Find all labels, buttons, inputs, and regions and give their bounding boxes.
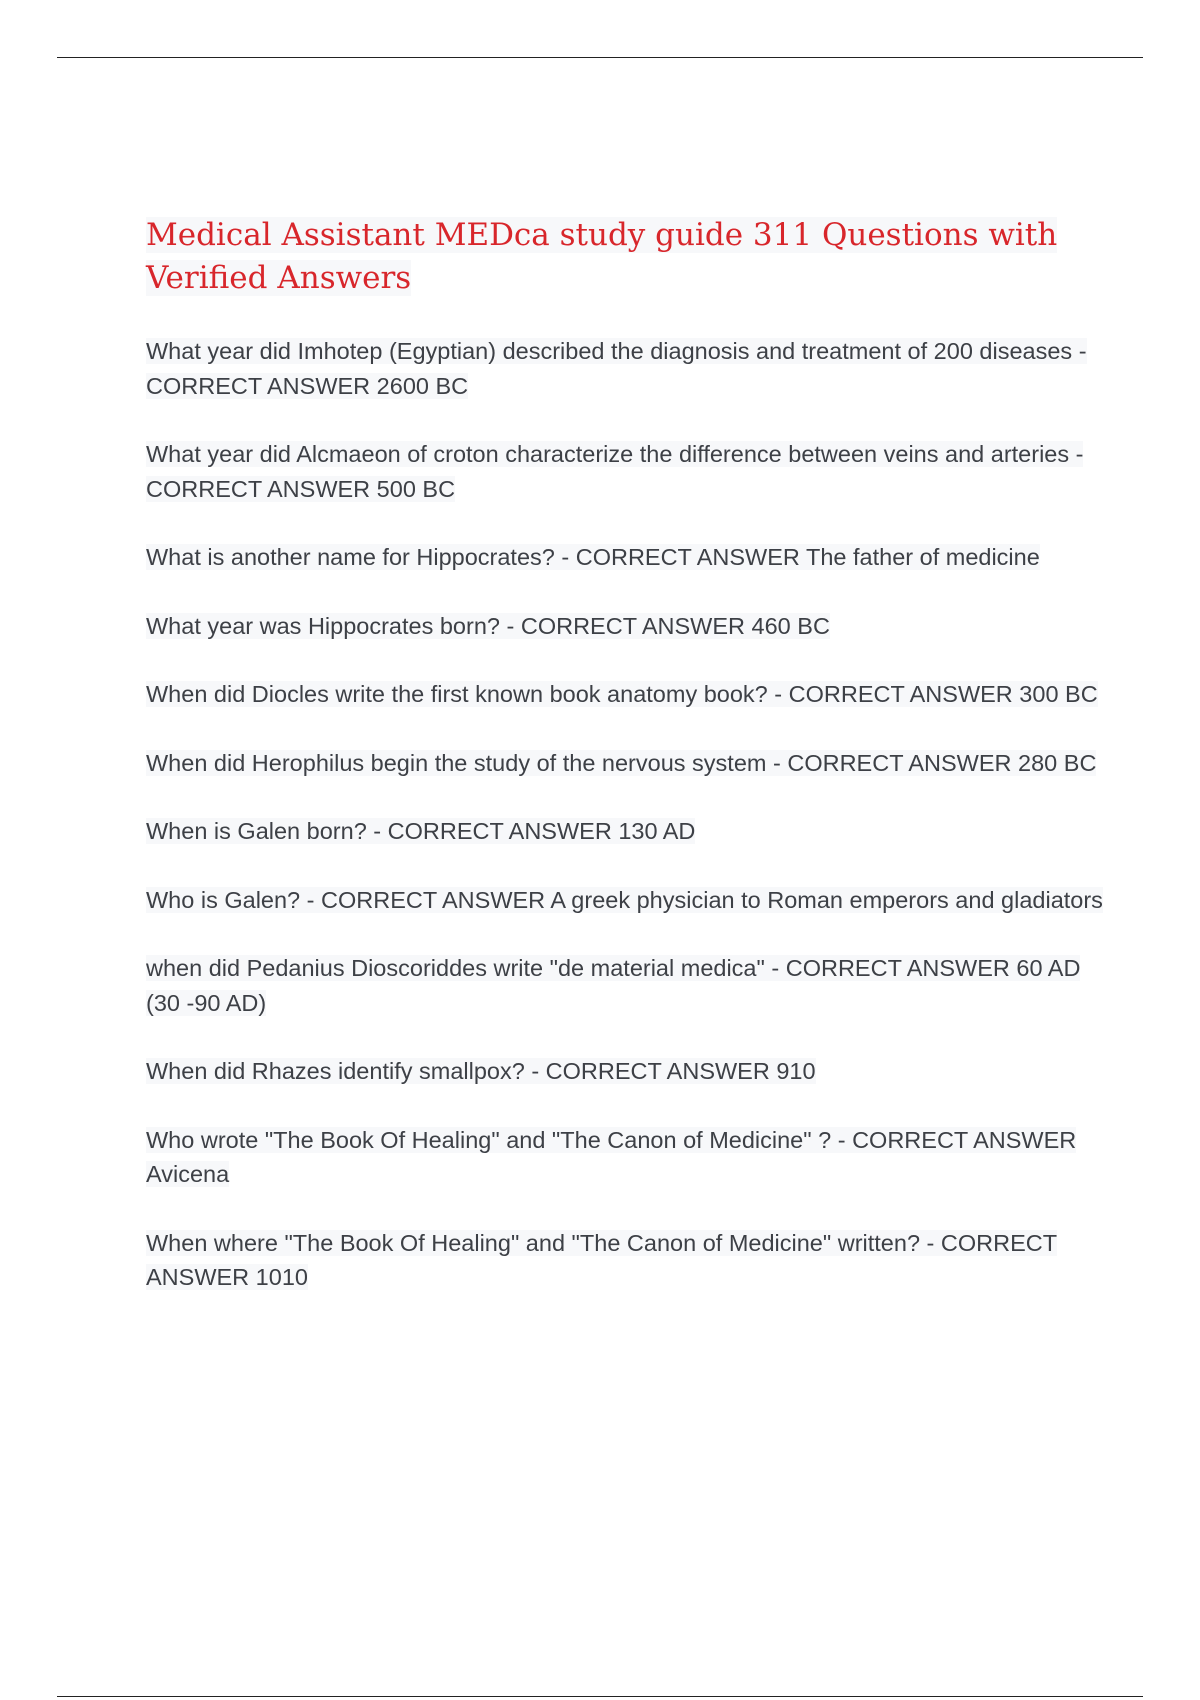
qa-item: When is Galen born? - CORRECT ANSWER 130 AD — [146, 818, 696, 844]
qa-item: What is another name for Hippocrates? - CORRECT ANSWER The father of medicine — [146, 544, 1040, 570]
document-title: Medical Assistant MEDca study guide 311 Questions with Verified Answers — [146, 217, 1058, 296]
qa-item: What year was Hippocrates born? - CORRECT ANSWER 460 BC — [146, 612, 830, 639]
qa-item: When did Herophilus begin the study of the nervous system - CORRECT ANSWER 280 BC — [146, 749, 1097, 776]
qa-item: When where "The Book Of Healing" and "The Canon of Medicine" written? - CORRECT ANSWER 1010 — [146, 1229, 1058, 1290]
qa-item: When did Rhazes identify smallpox? - CORRECT ANSWER 910 — [146, 1058, 816, 1084]
document-body — [146, 214, 1106, 1329]
qa-item: Who is Galen? - CORRECT ANSWER A greek physician to Roman emperors and gladiators — [146, 886, 1103, 913]
bottom-rule — [57, 1696, 1143, 1697]
qa-item: when did Pedanius Dioscoriddes write "de material medica" - CORRECT ANSWER 60 AD (30 -90 AD) — [146, 955, 1081, 1016]
qa-item: What year did Alcmaeon of croton characterize the difference between veins and arteries - CORRECT ANSWER 500 BC — [146, 441, 1084, 502]
qa-item: What year did Imhotep (Egyptian) described the diagnosis and treatment of 200 diseases - CORRECT ANSWER 2600 BC — [146, 338, 1087, 399]
top-rule — [57, 57, 1143, 58]
qa-item: Who wrote "The Book Of Healing" and "The Canon of Medicine" ? - CORRECT ANSWER Avicena — [146, 1126, 1077, 1187]
qa-item: When did Diocles write the first known book anatomy book? - CORRECT ANSWER 300 BC — [146, 681, 1098, 707]
